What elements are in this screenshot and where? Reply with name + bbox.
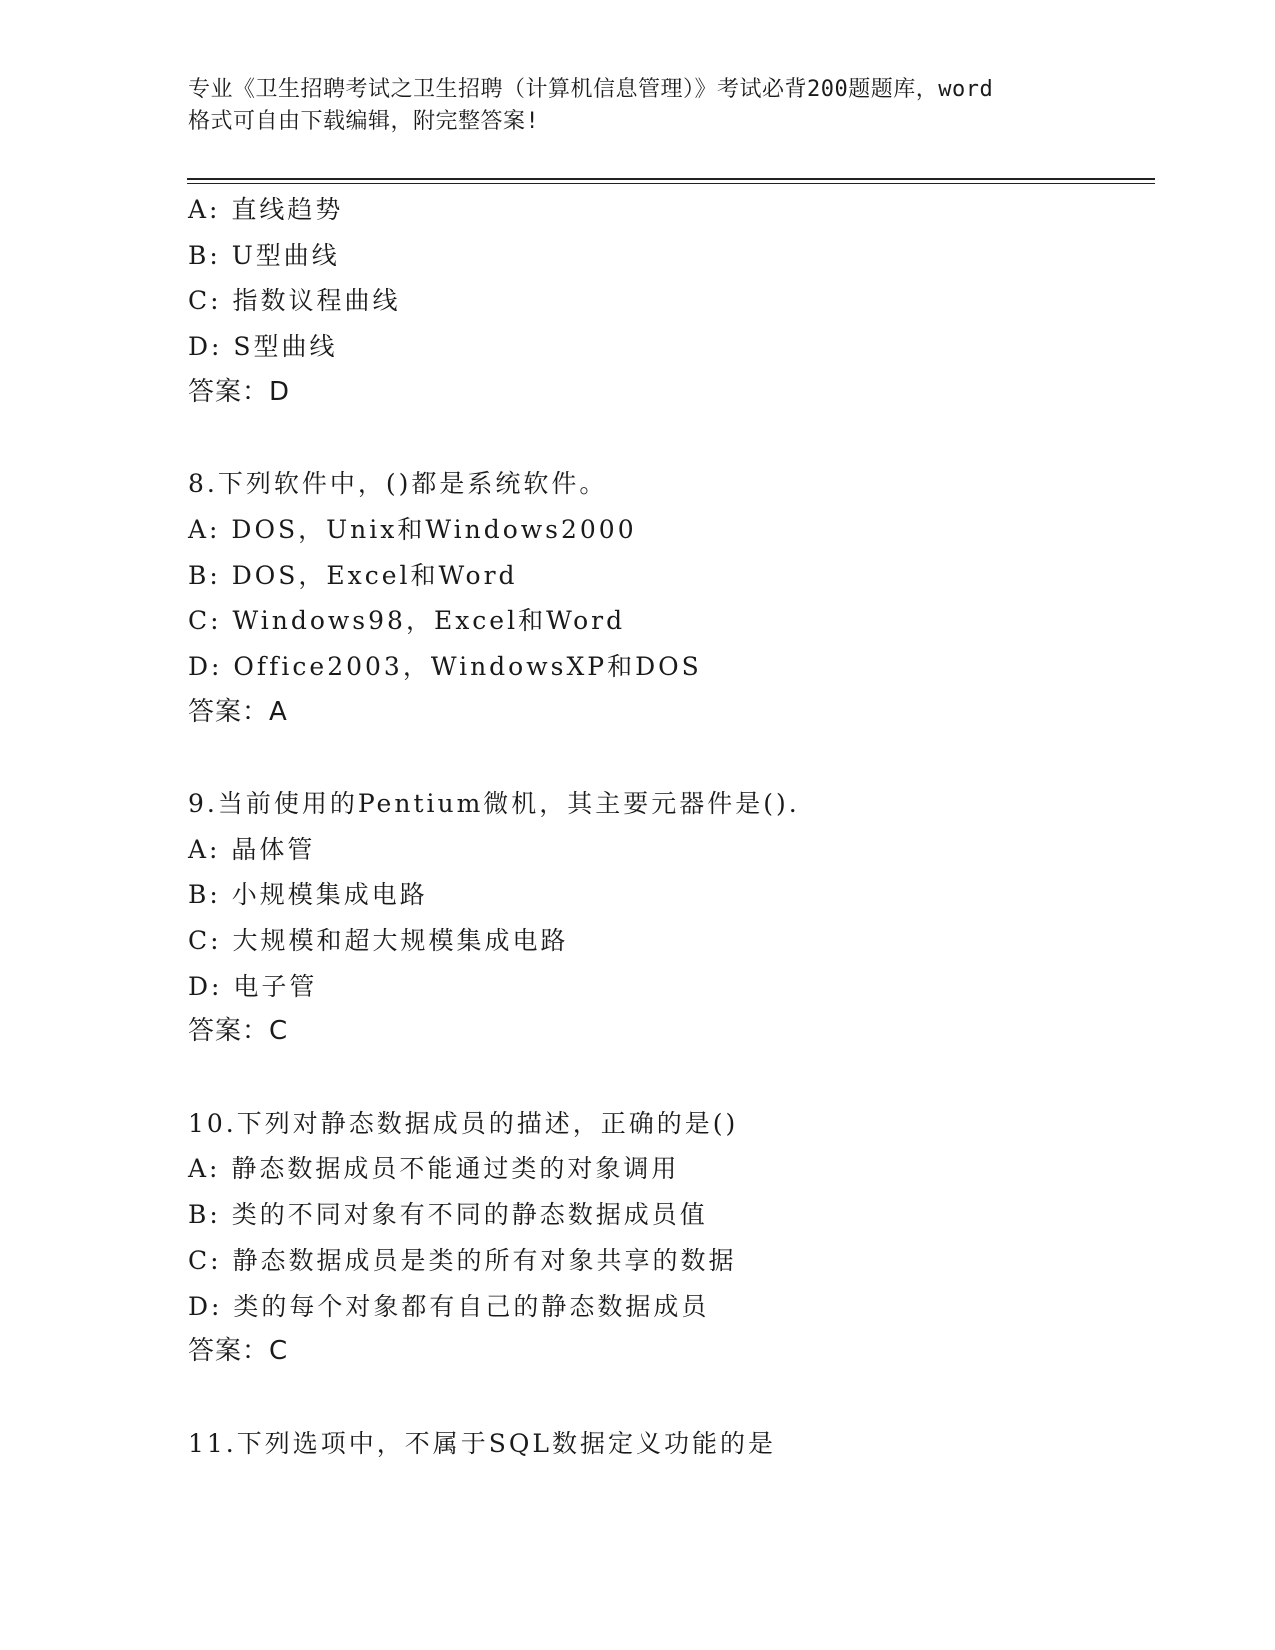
option-d: D: 类的每个对象都有自己的静态数据成员 [188,1291,710,1321]
spacer [188,735,1148,781]
option-a: A: 直线趋势 [188,195,344,224]
option-c: C: 指数议程曲线 [188,286,401,316]
option-d: D: S型曲线 [188,332,338,362]
header-line-2: 格式可自由下载编辑，附完整答案! [188,109,540,134]
option-c: C: 大规模和超大规模集成电路 [188,926,569,955]
option-a: A: 静态数据成员不能通过类的对象调用 [188,1154,680,1184]
question-text: 9.当前使用的Pentium微机，其主要元器件是(). [188,788,800,818]
header-line-1: 专业《卫生招聘考试之卫生招聘（计算机信息管理）》考试必背200题题库，word [188,77,994,102]
option-d: D: 电子管 [188,971,318,1001]
question-7 [188,187,1148,415]
question-text: 8.下列软件中，()都是系统软件。 [188,469,608,499]
option-c: C: Windows98，Excel和Word [188,606,626,636]
option-b: B: 小规模集成电路 [188,880,428,910]
option-a: A: 晶体管 [188,834,316,864]
option-b: B: DOS，Excel和Word [188,560,518,590]
question-8 [188,461,1148,735]
option-b: B: U型曲线 [188,240,340,270]
option-c: C: 静态数据成员是类的所有对象共享的数据 [188,1245,737,1275]
question-text: 10.下列对静态数据成员的描述，正确的是() [188,1108,739,1138]
document-header [188,74,1088,138]
answer-line: 答案：C [188,1336,289,1367]
spacer [188,1375,1148,1421]
spacer [188,415,1148,461]
option-d: D: Office2003，WindowsXP和DOS [188,651,702,681]
option-b: B: 类的不同对象有不同的静态数据成员值 [188,1200,708,1230]
question-list [188,187,1148,1466]
option-a: A: DOS，Unix和Windows2000 [188,514,637,544]
spacer [188,1055,1148,1101]
question-11 [188,1421,1148,1467]
answer-line: 答案：A [188,696,288,727]
answer-line: 答案：C [188,1016,289,1047]
question-10 [188,1101,1148,1375]
answer-line: 答案：D [188,376,291,407]
question-text: 11.下列选项中，不属于SQL数据定义功能的是 [188,1428,776,1458]
question-9 [188,781,1148,1055]
header-divider [187,178,1155,184]
